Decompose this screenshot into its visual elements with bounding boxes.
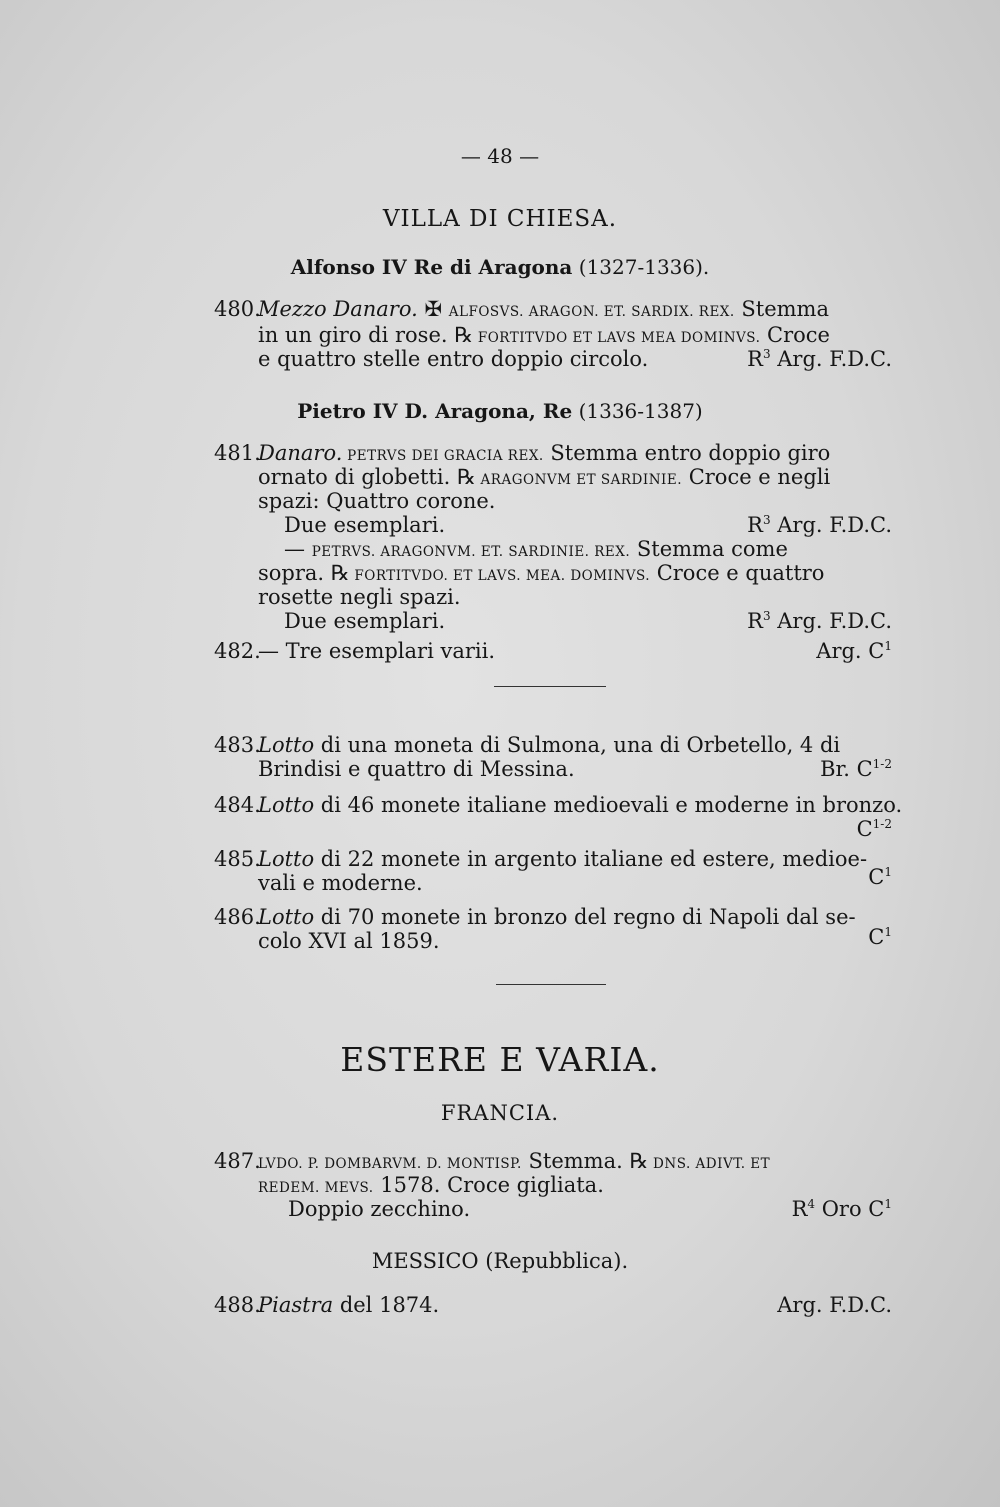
rarity-degree: 3 <box>762 513 771 527</box>
ruler-name: Pietro IV D. Aragona, Re <box>297 399 573 423</box>
entry-number: 482. <box>214 639 261 663</box>
metal-grade: C <box>856 817 873 841</box>
metal-grade: Arg. F.D.C. <box>770 513 892 537</box>
entry-number: 486. <box>214 905 261 929</box>
rarity: R <box>747 513 763 537</box>
metal-grade: Arg. C <box>816 639 885 663</box>
denomination: Danaro. <box>258 441 343 465</box>
lot-label: Lotto <box>258 793 315 817</box>
entry-488-grade: Arg. F.D.C. <box>777 1293 892 1317</box>
country-title-francia: FRANCIA. <box>440 1101 560 1125</box>
description: 1578. Croce gigliata. <box>373 1173 604 1197</box>
entry-480-line1 <box>214 296 829 325</box>
reverse-symbol-icon: ℞ <box>330 561 350 585</box>
rarity: R <box>747 347 763 371</box>
ruler-years: (1336-1387) <box>578 399 703 423</box>
description: ornato di globetti. <box>258 465 457 489</box>
entry-485-line1 <box>214 846 867 872</box>
description: in un giro di rose. <box>258 323 455 347</box>
reverse-legend: DNS. ADIVT. ET <box>648 1156 771 1172</box>
rarity: R <box>747 609 763 633</box>
reverse-legend: FORTITVDO ET LAVS MEA DOMINVS. <box>473 330 761 346</box>
entry-487-line3: Doppio zecchino. <box>288 1197 471 1221</box>
divider <box>494 686 606 687</box>
rarity-degree: 4 <box>807 1197 816 1211</box>
entry-483-line1 <box>214 732 840 758</box>
description: Stemma come <box>630 537 788 561</box>
variant-dash: — <box>284 537 312 561</box>
metal-grade: C <box>868 925 885 949</box>
entry-488 <box>214 1292 439 1318</box>
description: di 22 monete in argento italiane ed estere, medioe- <box>314 847 868 871</box>
description: Croce e negli <box>682 465 831 489</box>
entry-number: 485. <box>214 847 261 871</box>
entry-481-grade <box>747 512 892 538</box>
entry-483-grade <box>820 756 892 782</box>
description: Stemma. <box>521 1149 630 1173</box>
entry-481-line4: Due esemplari. <box>284 513 446 537</box>
grade-degree: 1 <box>884 925 892 939</box>
entry-481-variant-line4: Due esemplari. <box>284 609 446 633</box>
obverse-legend: PETRVS DEI GRACIA REX. <box>342 448 544 464</box>
description: Croce e quattro <box>650 561 825 585</box>
entry-481-variant-line3: rosette negli spazi. <box>258 585 461 609</box>
entry-481-variant-grade <box>747 608 892 634</box>
entry-486-grade <box>868 924 892 950</box>
section-title-estere: ESTERE E VARIA. <box>340 1040 660 1079</box>
obverse-legend: ALFOSVS. ARAGON. ET. SARDIX. REX. <box>448 304 735 320</box>
metal-grade: Br. C <box>820 757 873 781</box>
metal-grade: Arg. F.D.C. <box>770 609 892 633</box>
description: sopra. <box>258 561 331 585</box>
entry-485-grade <box>868 864 892 890</box>
grade-degree: 1 <box>884 1197 892 1211</box>
ruler-name: Alfonso IV Re di Aragona <box>290 255 573 279</box>
rarity: R <box>791 1197 808 1221</box>
description: di 46 monete italiane medioevali e moderne in bronzo. <box>314 793 903 817</box>
entry-487-grade <box>792 1196 892 1222</box>
entry-481-line3: spazi: Quattro corone. <box>258 489 496 513</box>
entry-486-line1 <box>214 904 856 930</box>
lot-label: Lotto <box>258 905 315 929</box>
description: di una moneta di Sulmona, una di Orbetello, 4 di <box>314 733 841 757</box>
reverse-legend: FORTITVDO. ET LAVS. MEA. DOMINVS. <box>349 568 651 584</box>
entry-number: 484. <box>214 793 261 817</box>
maltese-cross-icon: ✠ <box>424 297 443 321</box>
lot-label: Lotto <box>258 733 315 757</box>
entry-number: 481. <box>214 441 261 465</box>
rarity-degree: 3 <box>762 609 771 623</box>
country-title-messico: MESSICO (Repubblica). <box>371 1249 629 1273</box>
description: Stemma <box>734 297 829 321</box>
grade-degree: 1 <box>884 865 892 879</box>
description: — Tre esemplari varii. <box>258 639 496 663</box>
entry-482 <box>214 638 495 664</box>
entry-485-line2: vali e moderne. <box>258 871 423 895</box>
rarity-degree: 3 <box>762 347 771 361</box>
description: del 1874. <box>333 1293 440 1317</box>
entry-number: 487. <box>214 1149 261 1173</box>
reverse-symbol-icon: ℞ <box>456 465 476 489</box>
grade-degree: 1 <box>884 639 892 653</box>
divider <box>496 984 606 985</box>
reverse-symbol-icon: ℞ <box>629 1149 649 1173</box>
entry-480-grade <box>747 346 892 372</box>
metal-grade: Oro C <box>815 1197 885 1221</box>
section-title: VILLA DI CHIESA. <box>382 206 618 232</box>
lot-label: Lotto <box>258 847 315 871</box>
description: Stemma entro doppio giro <box>543 441 831 465</box>
entry-486-line2: colo XVI al 1859. <box>258 929 440 953</box>
page-number: — 48 — <box>460 144 540 168</box>
entry-number: 488. <box>214 1293 261 1317</box>
reverse-legend: ARAGONVM ET SARDINIE. <box>475 472 683 488</box>
entry-484-grade <box>857 816 892 842</box>
entry-484-line1 <box>214 792 902 818</box>
description: Croce <box>760 323 830 347</box>
obverse-legend: LVDO. P. DOMBARVM. D. MONTISP. <box>258 1156 522 1172</box>
metal-grade: Arg. F.D.C. <box>770 347 892 371</box>
ruler-years: (1327-1336). <box>578 255 710 279</box>
grade-degree: 1-2 <box>872 757 892 771</box>
reverse-symbol-icon: ℞ <box>454 323 474 347</box>
grade-degree: 1-2 <box>872 817 892 831</box>
entry-number: 483. <box>214 733 261 757</box>
ruler-heading-alfonso <box>0 254 1000 280</box>
entry-number: 480. <box>214 297 261 321</box>
entry-482-grade <box>816 638 892 664</box>
entry-480-line3: e quattro stelle entro doppio circolo. <box>258 347 649 371</box>
ruler-heading-pietro <box>0 398 1000 424</box>
reverse-legend: REDEM. MEVS. <box>258 1180 374 1196</box>
metal-grade: C <box>868 865 885 889</box>
description: di 70 monete in bronzo del regno di Napoli dal se- <box>314 905 856 929</box>
denomination: Mezzo Danaro. <box>258 297 418 321</box>
denomination: Piastra <box>258 1293 334 1317</box>
entry-483-line2: Brindisi e quattro di Messina. <box>258 757 575 781</box>
obverse-legend: PETRVS. ARAGONVM. ET. SARDINIE. REX. <box>311 544 631 560</box>
